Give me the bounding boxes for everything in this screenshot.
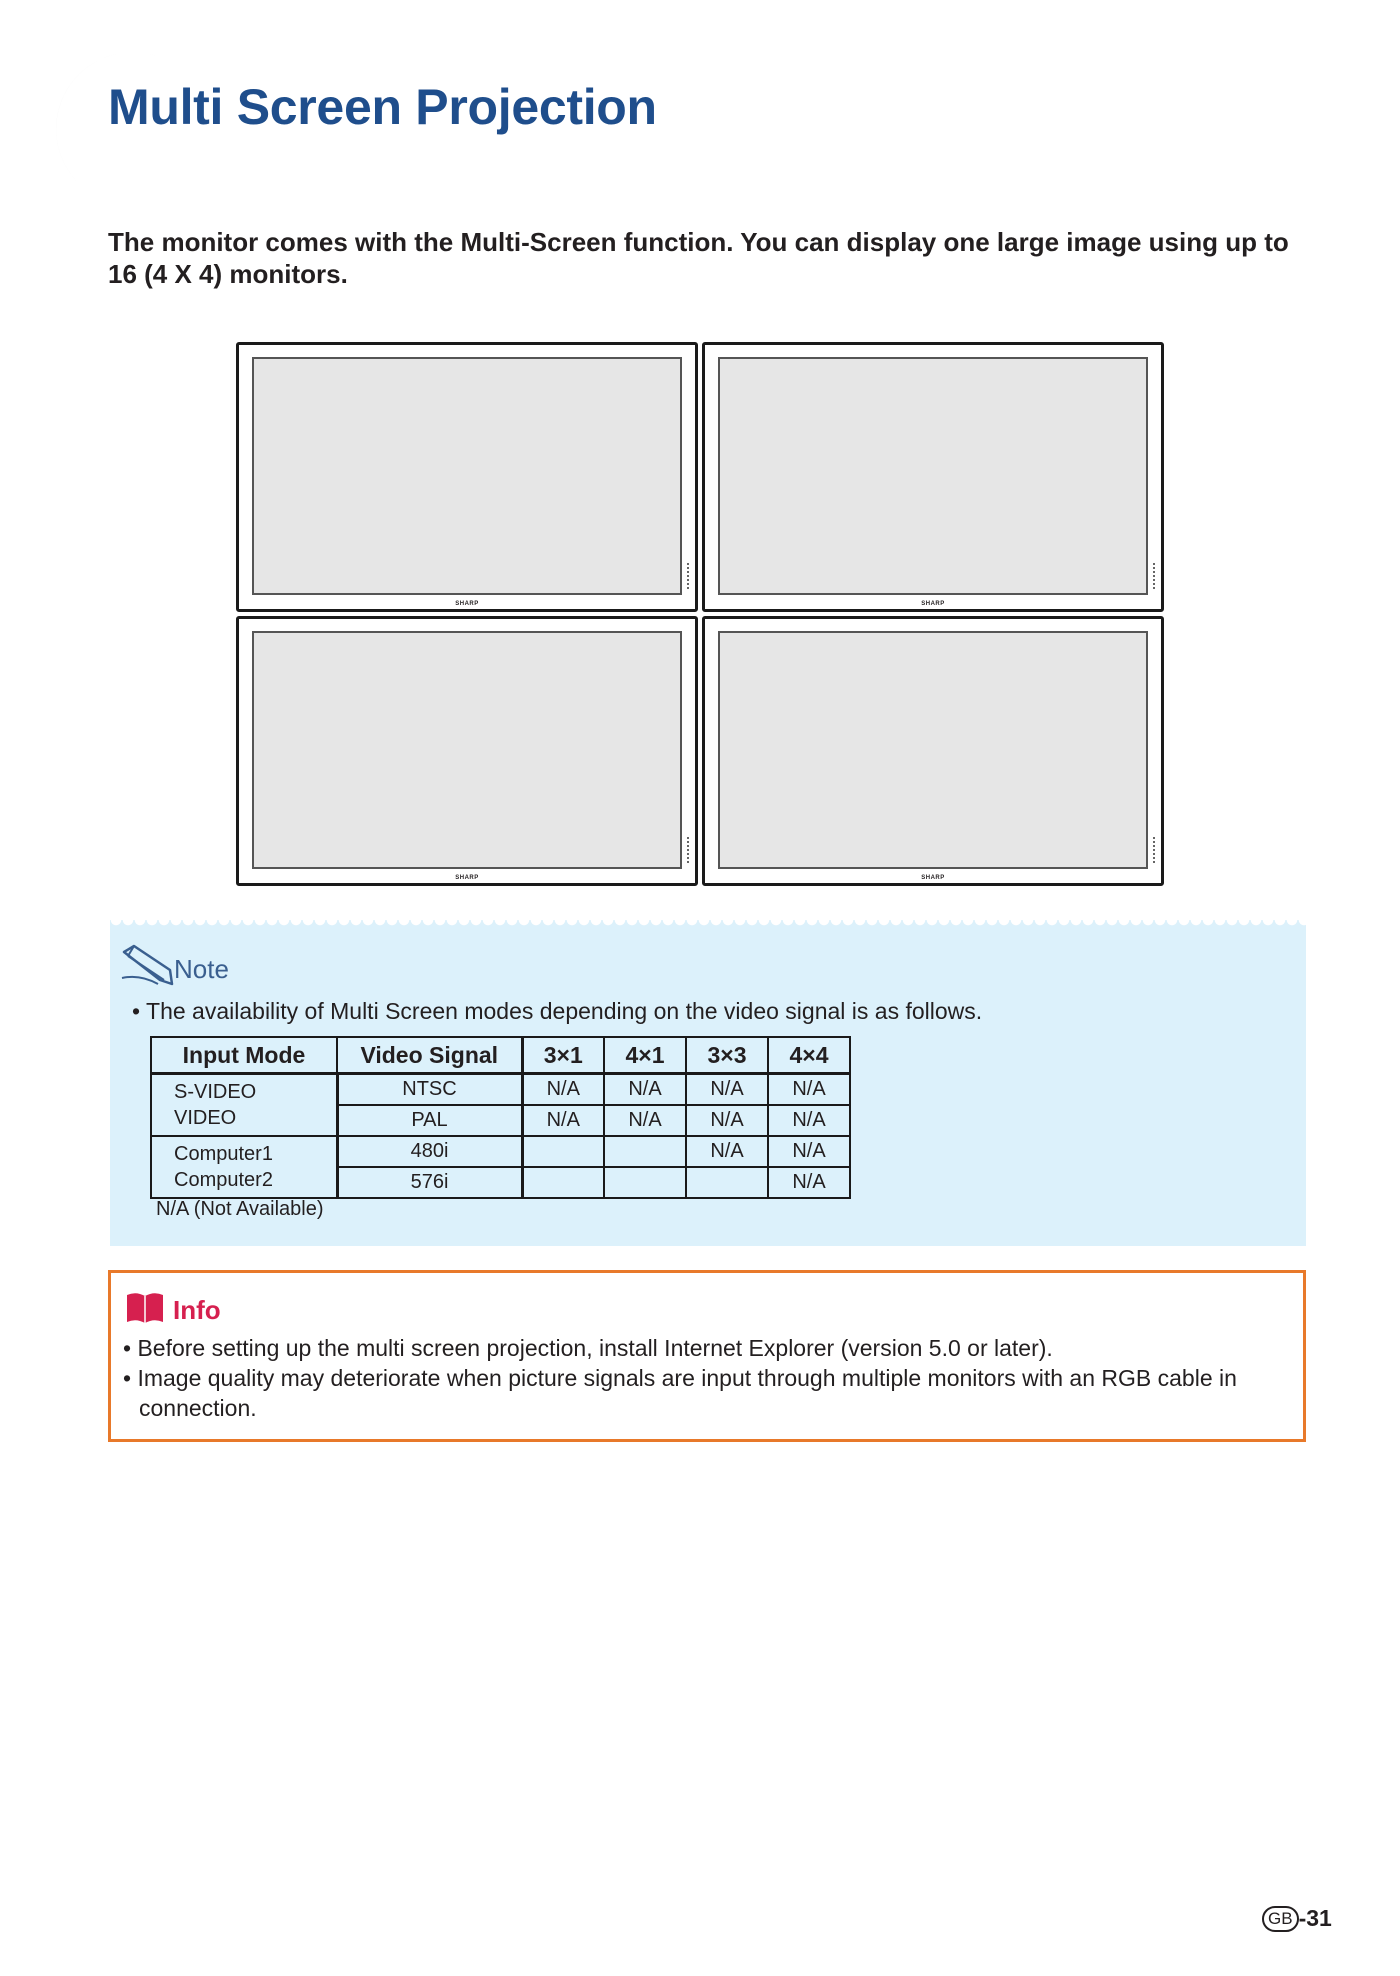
page-number — [1262, 1905, 1332, 1932]
availability-cell: N/A — [522, 1074, 604, 1106]
multi-monitor-illustration — [236, 342, 1168, 894]
info-list — [123, 1333, 1291, 1423]
availability-cell: N/A — [604, 1074, 686, 1106]
na-legend: N/A (Not Available) — [156, 1198, 324, 1220]
monitor — [702, 342, 1164, 612]
table-row — [151, 1136, 850, 1167]
info-heading: Info — [173, 1295, 221, 1325]
availability-cell — [604, 1167, 686, 1198]
video-signal-cell: NTSC — [337, 1074, 522, 1106]
availability-cell: N/A — [768, 1167, 850, 1198]
availability-cell: N/A — [686, 1136, 768, 1167]
page-number-value: -31 — [1298, 1905, 1332, 1931]
availability-cell: N/A — [604, 1105, 686, 1136]
note-box — [110, 920, 1306, 1246]
availability-cell: N/A — [686, 1074, 768, 1106]
availability-cell — [522, 1167, 604, 1198]
input-mode-cell: S-VIDEO VIDEO — [151, 1074, 337, 1137]
table-header-cell: 3×3 — [686, 1037, 768, 1074]
pencil-note-icon — [120, 944, 174, 988]
monitor-brand-logo: SHARP — [455, 875, 479, 881]
monitor-brand-logo: SHARP — [455, 601, 479, 607]
availability-cell: N/A — [522, 1105, 604, 1136]
table-header-cell: 3×1 — [522, 1037, 604, 1074]
book-icon — [125, 1291, 165, 1325]
monitor-brand-logo: SHARP — [921, 875, 945, 881]
input-mode-cell: Computer1 Computer2 — [151, 1136, 337, 1198]
table-header-cell: Video Signal — [337, 1037, 522, 1074]
availability-cell: N/A — [768, 1136, 850, 1167]
video-signal-cell: 480i — [337, 1136, 522, 1167]
info-bullet: • Before setting up the multi screen projection, install Internet Explorer (version 5.0 or later). — [123, 1335, 1053, 1361]
info-bullet: • Image quality may deteriorate when picture signals are input through multiple monitors with an RGB cable in connection. — [123, 1365, 1237, 1421]
availability-cell: N/A — [768, 1105, 850, 1136]
availability-cell — [686, 1167, 768, 1198]
region-badge: GB — [1262, 1906, 1299, 1932]
note-heading: Note — [174, 954, 229, 984]
info-box — [108, 1270, 1306, 1442]
monitor — [236, 342, 698, 612]
availability-cell: N/A — [768, 1074, 850, 1106]
page-title: Multi Screen Projection — [108, 79, 657, 135]
availability-cell: N/A — [686, 1105, 768, 1136]
monitor — [702, 616, 1164, 886]
video-signal-cell: PAL — [337, 1105, 522, 1136]
multi-screen-availability-table — [150, 1036, 851, 1199]
intro-text: The monitor comes with the Multi-Screen function. You can display one large image using up to 16 (4 X 4) monitors. — [108, 227, 1289, 289]
table-header-cell: 4×1 — [604, 1037, 686, 1074]
availability-cell — [522, 1136, 604, 1167]
table-row — [151, 1074, 850, 1106]
availability-cell — [604, 1136, 686, 1167]
monitor-brand-logo: SHARP — [921, 601, 945, 607]
table-header-cell: 4×4 — [768, 1037, 850, 1074]
table-header-cell: Input Mode — [151, 1037, 337, 1074]
video-signal-cell: 576i — [337, 1167, 522, 1198]
note-bullet: • The availability of Multi Screen modes depending on the video signal is as follows. — [132, 998, 983, 1024]
monitor — [236, 616, 698, 886]
